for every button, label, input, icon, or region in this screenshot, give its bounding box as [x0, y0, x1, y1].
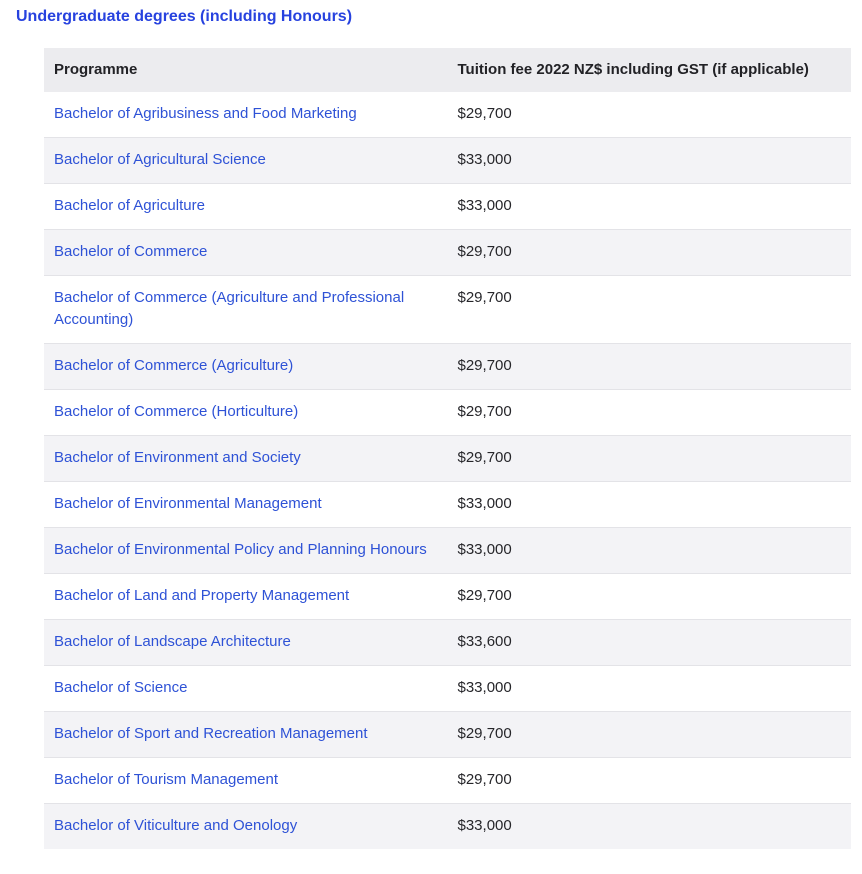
fee-value: $29,700 — [457, 403, 512, 420]
fee-value: $33,000 — [457, 151, 512, 168]
fee-value: $29,700 — [457, 289, 512, 306]
programme-cell — [44, 230, 448, 276]
programme-cell — [44, 712, 448, 758]
table-row — [44, 344, 851, 390]
table-row — [44, 528, 851, 574]
fee-value: $33,600 — [457, 633, 512, 650]
page-title: Undergraduate degrees (including Honours) — [16, 8, 353, 25]
table-row — [44, 230, 851, 276]
table-row — [44, 620, 851, 666]
table-header-row — [44, 48, 851, 92]
programme-cell — [44, 436, 448, 482]
programme-link[interactable]: Bachelor of Agricultural Science — [54, 151, 266, 168]
programme-link[interactable]: Bachelor of Sport and Recreation Management — [54, 725, 368, 742]
fee-value: $33,000 — [457, 495, 512, 512]
programme-link[interactable]: Bachelor of Commerce (Horticulture) — [54, 403, 299, 420]
programme-cell — [44, 758, 448, 804]
fee-value: $29,700 — [457, 449, 512, 466]
table-row — [44, 482, 851, 528]
table-row — [44, 804, 851, 850]
programme-link[interactable]: Bachelor of Commerce (Agriculture) — [54, 357, 294, 374]
fees-table — [44, 48, 851, 849]
table-row — [44, 712, 851, 758]
programme-link[interactable]: Bachelor of Environmental Management — [54, 495, 322, 512]
table-row — [44, 276, 851, 344]
programme-link[interactable]: Bachelor of Commerce (Agriculture and Professional Accounting) — [54, 289, 405, 328]
fee-value: $33,000 — [457, 817, 512, 834]
programme-cell — [44, 482, 448, 528]
programme-link[interactable]: Bachelor of Commerce — [54, 243, 208, 260]
table-row — [44, 390, 851, 436]
fee-value: $29,700 — [457, 357, 512, 374]
programme-link[interactable]: Bachelor of Land and Property Management — [54, 587, 350, 604]
table-row — [44, 184, 851, 230]
programme-cell — [44, 344, 448, 390]
programme-cell — [44, 528, 448, 574]
programme-cell — [44, 620, 448, 666]
programme-cell — [44, 666, 448, 712]
column-header-fee: Tuition fee 2022 NZ$ including GST (if applicable) — [448, 48, 852, 92]
fee-value: $29,700 — [457, 725, 512, 742]
fees-table-container — [44, 48, 851, 849]
fee-value: $29,700 — [457, 243, 512, 260]
programme-link[interactable]: Bachelor of Tourism Management — [54, 771, 279, 788]
programme-cell — [44, 804, 448, 850]
programme-cell — [44, 276, 448, 344]
programme-cell — [44, 390, 448, 436]
programme-link[interactable]: Bachelor of Environment and Society — [54, 449, 301, 466]
programme-cell — [44, 574, 448, 620]
programme-link[interactable]: Bachelor of Agriculture — [54, 197, 205, 214]
fee-value: $29,700 — [457, 771, 512, 788]
table-row — [44, 92, 851, 138]
programme-link[interactable]: Bachelor of Science — [54, 679, 188, 696]
programme-link[interactable]: Bachelor of Environmental Policy and Planning Honours — [54, 541, 427, 558]
fee-value: $33,000 — [457, 197, 512, 214]
table-row — [44, 138, 851, 184]
programme-link[interactable]: Bachelor of Viticulture and Oenology — [54, 817, 298, 834]
fee-value: $29,700 — [457, 105, 512, 122]
column-header-programme: Programme — [44, 48, 448, 92]
table-row — [44, 436, 851, 482]
fee-value: $33,000 — [457, 679, 512, 696]
table-row — [44, 574, 851, 620]
fee-value: $29,700 — [457, 587, 512, 604]
fee-value: $33,000 — [457, 541, 512, 558]
programme-link[interactable]: Bachelor of Landscape Architecture — [54, 633, 291, 650]
table-row — [44, 758, 851, 804]
programme-cell — [44, 184, 448, 230]
programme-link[interactable]: Bachelor of Agribusiness and Food Marketing — [54, 105, 357, 122]
table-row — [44, 666, 851, 712]
programme-cell — [44, 138, 448, 184]
programme-cell — [44, 92, 448, 138]
